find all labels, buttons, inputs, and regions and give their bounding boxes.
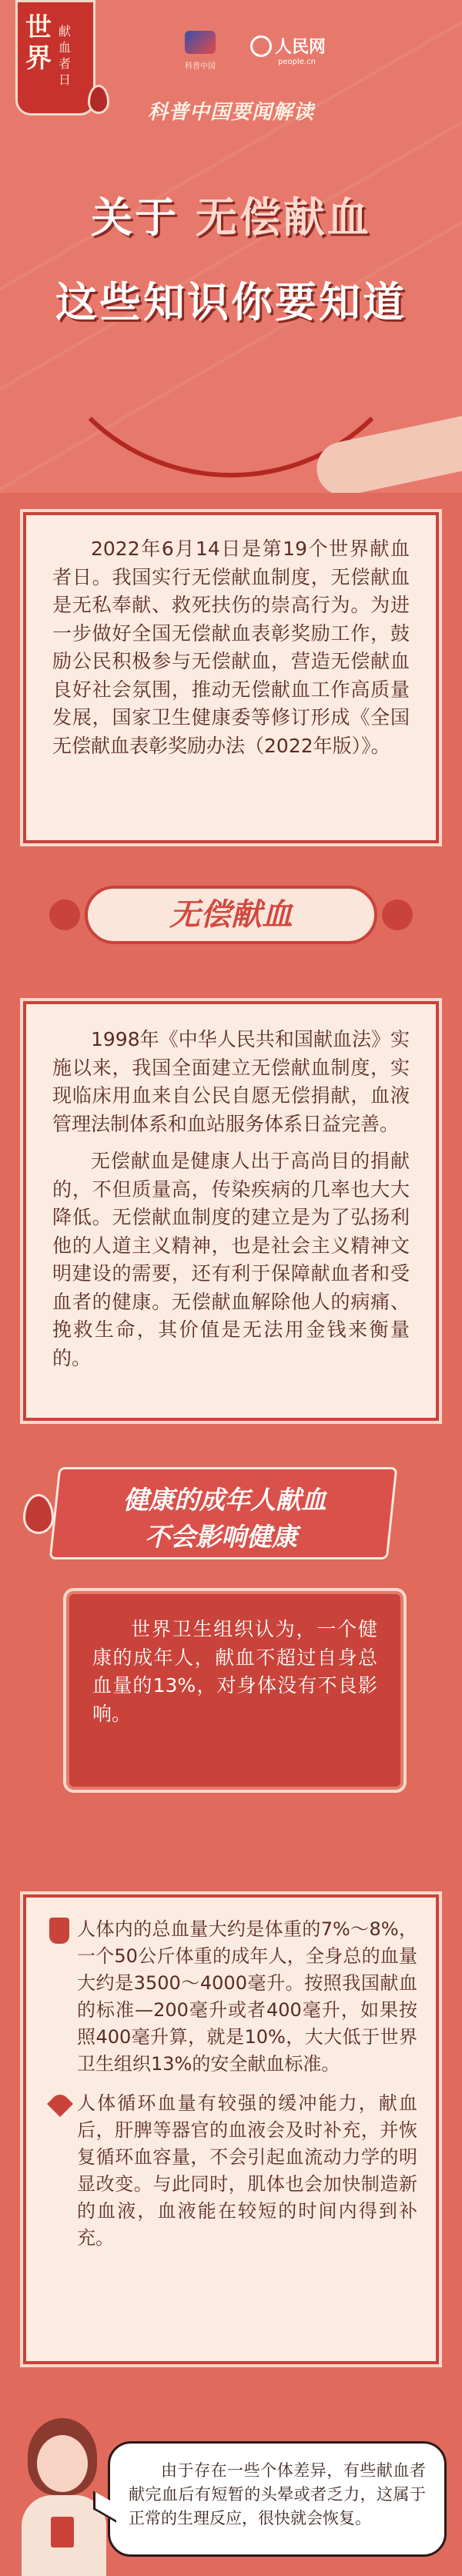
section-banner-healthy-adults bbox=[49, 1467, 398, 1559]
intro-text: 2022年6月14日是第19个世界献血者日。我国实行无偿献血制度，无偿献血是无私奉献、救死扶伤的崇高行为。为进一步做好全国无偿献血表彰奖励工作，鼓励公民积极参与无偿献血，营造无偿献血良好社会氛围，推动无偿献血工作高质量发展，国家卫生健康委等修订形成《全国无偿献血表彰奖励办法（2022年版）》。 bbox=[52, 538, 410, 757]
blood-bag-icon bbox=[49, 1918, 69, 1944]
paragraph: 无偿献血是健康人出于高尚目的捐献的，不但质量高，传染疾病的几率也大大降低。无偿献血制度的建立是为了弘扬利他的人道主义精神，也是社会主义精神文明建设的需要，还有利于保障献血者和受血者的健康。无偿献血解除他人的病痛、挽救生命，其价值是无法用金钱来衡量的。 bbox=[52, 1150, 410, 1369]
kepu-logo-icon bbox=[185, 31, 216, 54]
title-line-2: 这些知识你要知道 bbox=[55, 278, 407, 327]
logos bbox=[166, 31, 366, 77]
kepu-china-logo: 科普中国 bbox=[166, 31, 235, 72]
subtitle: 科普中国要闻解读 bbox=[147, 101, 314, 124]
people-cn-logo: 人民网 people.cn bbox=[250, 34, 358, 66]
section-header-free-donation bbox=[85, 886, 377, 944]
blood-volume-panel bbox=[23, 1894, 439, 2364]
heart-icon bbox=[47, 2091, 73, 2117]
badge-small-text: 献血者日 bbox=[58, 24, 71, 87]
people-logo-icon bbox=[250, 35, 272, 57]
banner-line-2: 不会影响健康 bbox=[145, 1522, 298, 1552]
free-donation-panel bbox=[23, 1001, 439, 1421]
intro-panel bbox=[23, 512, 439, 843]
cup-icon bbox=[51, 2517, 74, 2548]
title-highlight: 无偿献血 bbox=[195, 193, 371, 242]
speech-bubble bbox=[108, 2441, 447, 2557]
bubble-text: 由于存在一些个体差异，有些献血者献完血后有短暂的头晕或者乏力，这属于正常的生理反应，很快就会恢复。 bbox=[129, 2461, 426, 2527]
section-title: 无偿献血 bbox=[169, 897, 293, 933]
list-item: 人体循环血量有较强的缓冲能力，献血后，肝脾等器官的血液会及时补充，并恢复循环血容量，不会引起血流动力学的明显改变。与此同时，肌体也会加快制造新的血液，血液能在较短的时间内得到补充。 bbox=[49, 2090, 417, 2252]
who-statement-panel bbox=[69, 1594, 400, 1787]
blood-drop-icon bbox=[23, 1494, 54, 1534]
title-line-1: 关于 无偿献血 bbox=[91, 193, 371, 242]
badge-big-text: 世界 bbox=[25, 12, 52, 74]
paragraph: 1998年《中华人民共和国献血法》实施以来，我国全面建立无偿献血制度，实现临床用血来自公民自愿无偿捐献，血液管理法制体系和血站服务体系日益完善。 bbox=[52, 1028, 410, 1135]
who-text: 世界卫生组织认为，一个健康的成年人，献血不超过自身总血量的13%，对身体没有不良影响。 bbox=[92, 1618, 377, 1725]
banner-line-1: 健康的成年人献血 bbox=[123, 1485, 327, 1515]
list-item: 人体内的总血量大约是体重的7%～8%，一个50公斤体重的成年人，全身总的血量大约是3500～4000毫升。按照我国献血的标准—200毫升或者400毫升，如果按照400毫升算，就是10%，大大低于世界卫生组织13%的安全献血标准。 bbox=[49, 1916, 417, 2078]
